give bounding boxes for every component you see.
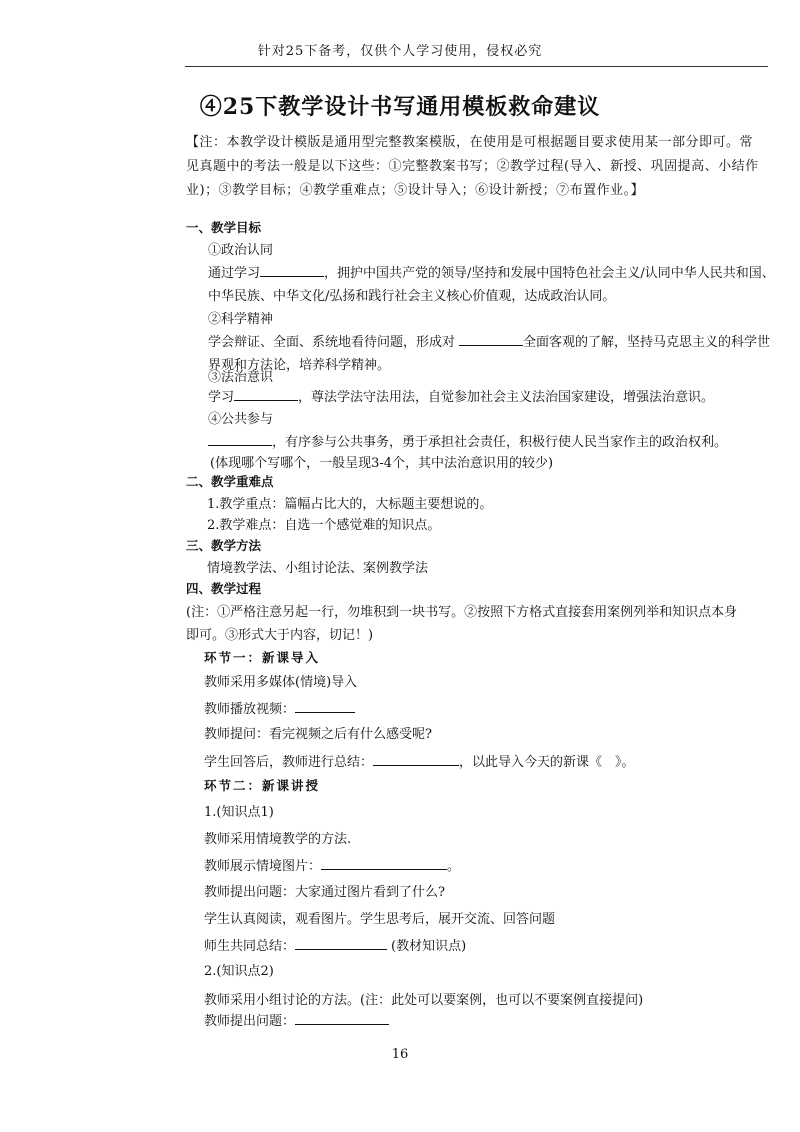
blank bbox=[295, 700, 355, 713]
section-key-points-heading: 二、教学重难点 bbox=[186, 474, 274, 489]
blank bbox=[459, 333, 523, 346]
step1-line1: 教师采用多媒体(情境)导入 bbox=[204, 675, 358, 690]
knowledge1-line1: 教师采用情境教学的方法. bbox=[204, 832, 352, 847]
objective-public-line1: ，有序参与公共事务，勇于承担社会责任，积极行使人民当家作主的政治权利。 bbox=[208, 431, 727, 450]
blank bbox=[295, 1012, 389, 1025]
step1-line4: 学生回答后，教师进行总结： ，以此导入今天的新课《 》。 bbox=[204, 755, 635, 770]
knowledge2-line2: 教师提出问题： bbox=[204, 1010, 389, 1029]
step1-line2: 教师播放视频： bbox=[204, 698, 355, 717]
objective-political-line1: 通过学习 ，拥护中国共产党的领导/坚持和发展中国特色社会主义/认同中华人民共和国、 bbox=[208, 266, 775, 281]
step1-line3: 教师提问：看完视频之后有什么感受呢? bbox=[204, 727, 432, 742]
blank bbox=[295, 937, 387, 950]
process-note-line2: 即可。③形式大于内容，切记！) bbox=[186, 628, 374, 643]
section-objectives-heading: 一、教学目标 bbox=[186, 220, 262, 235]
objective-public-title: ④公共参与 bbox=[208, 412, 274, 427]
objective-science-line1: 学会辩证、全面、系统地看待问题，形成对 全面客观的了解，坚持马克思主义的科学世 bbox=[208, 335, 771, 350]
page-number: 16 bbox=[391, 1047, 409, 1062]
objective-science-line2: 界观和方法论，培养科学精神。 bbox=[208, 358, 391, 373]
blank bbox=[234, 388, 298, 401]
header-note: 针对25下备考，仅供个人学习使用，侵权必究 bbox=[257, 44, 543, 59]
objective-law-title: ③法治意识 bbox=[208, 370, 274, 385]
knowledge1-line5: 师生共同总结： (教材知识点) bbox=[204, 939, 467, 954]
blank bbox=[373, 753, 459, 766]
knowledge1-line4: 学生认真阅读，观看图片。学生思考后，展开交流、回答问题 bbox=[204, 912, 556, 927]
step2-heading: 环节二：新课讲授 bbox=[204, 778, 321, 793]
knowledge2-title: 2.(知识点2) bbox=[204, 964, 274, 979]
objective-science-title: ②科学精神 bbox=[208, 312, 274, 327]
knowledge1-title: 1.(知识点1) bbox=[204, 805, 274, 820]
blank bbox=[260, 264, 324, 277]
difficult-point: 2.教学难点：自选一个感觉难的知识点。 bbox=[207, 518, 441, 533]
objective-law-line1: 学习 ，尊法学法守法用法，自觉参加社会主义法治国家建设，增强法治意识。 bbox=[208, 390, 715, 405]
section-methods-heading: 三、教学方法 bbox=[186, 538, 262, 553]
objective-political-line2: 中华民族、中华文化/弘扬和践行社会主义核心价值观，达成政治认同。 bbox=[208, 289, 616, 304]
process-note-line1: (注：①严格注意另起一行，勿堆积到一块书写。②按照下方格式直接套用案例列举和知识点本身 bbox=[186, 605, 738, 620]
teaching-methods: 情境教学法、小组讨论法、案例教学法 bbox=[207, 561, 429, 576]
knowledge1-line3: 教师提出问题：大家通过图片看到了什么? bbox=[204, 885, 445, 900]
blank bbox=[321, 857, 447, 870]
objectives-note: (体现哪个写哪个，一般呈现3-4个，其中法治意识用的较少) bbox=[210, 456, 554, 471]
blank bbox=[208, 433, 272, 446]
header-rule bbox=[185, 66, 768, 67]
section-process-heading: 四、教学过程 bbox=[186, 581, 262, 596]
document-title: ④25下教学设计书写通用模板救命建议 bbox=[199, 94, 601, 120]
intro-note: 【注：本教学设计模版是通用型完整教案模版，在使用是可根据题目要求使用某一部分即可。常见真题中的考法一般是以下这些：①完整教案书写；②教学过程(导入、新授、巩固提高、小结作业)；③教学目标；④教学重难点；⑤设计导入；⑥设计新授；⑦布置作业。】 bbox=[186, 135, 759, 198]
knowledge2-line1: 教师采用小组讨论的方法。(注：此处可以要案例，也可以不要案例直接提问) bbox=[204, 993, 644, 1008]
key-point: 1.教学重点：篇幅占比大的，大标题主要想说的。 bbox=[207, 497, 493, 512]
knowledge1-line2: 教师展示情境图片： 。 bbox=[204, 859, 461, 874]
step1-heading: 环节一：新课导入 bbox=[204, 650, 321, 665]
objective-political-title: ①政治认同 bbox=[208, 243, 274, 258]
